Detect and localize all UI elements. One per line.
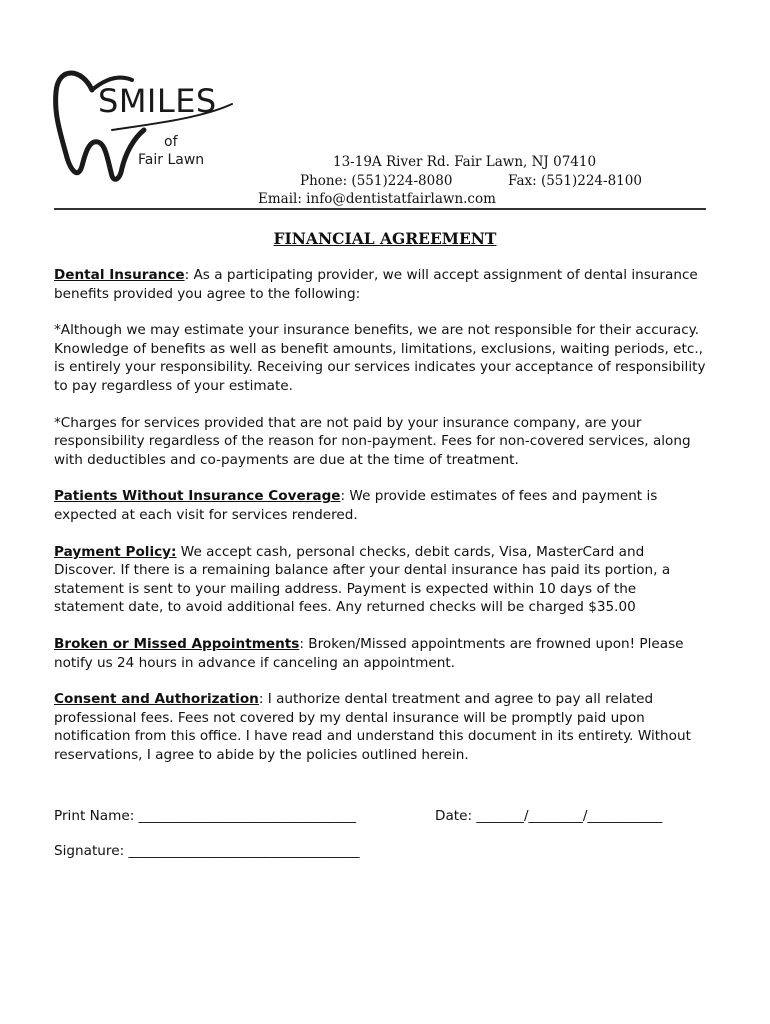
document-title: FINANCIAL AGREEMENT — [273, 229, 497, 248]
section-heading: Consent and Authorization — [54, 691, 259, 708]
section-heading: Payment Policy: — [54, 543, 177, 560]
practice-email: Email: info@dentistatfairlawn.com — [258, 191, 496, 207]
date-field[interactable]: Date: _______/________/___________ — [435, 808, 663, 824]
estimate-note: *Although we may estimate your insurance benefits, we are not responsible for their accuracy. Knowledge of benefits as well as benefit amounts, limitations, exclusions, waiting periods, etc., is entirely your responsibility. Receiving our services indicates your acceptance of responsibility to pay regardless of your estimate. — [54, 322, 706, 394]
section-text: We accept cash, personal checks, debit cards, Visa, MasterCard and Discover. If there is a remaining balance after your dental insurance has paid its portion, a statement is sent to your mailing address. Payment is expected within 10 days of the statement date, to avoid additional fees. Any returned checks will be charged $35.00 — [54, 543, 671, 616]
consent-section — [54, 690, 710, 764]
logo-location: Fair Lawn — [138, 152, 205, 168]
signature-field[interactable]: Signature: __________________________________ — [54, 843, 360, 859]
agreement-body — [54, 266, 710, 782]
charges-note: *Charges for services provided that are not paid by your insurance company, are your responsibility regardless of the reason for non-payment. Fees for non-covered services, along with deductibles and co-payments are due at the time of treatment. — [54, 414, 691, 468]
section-text: : As a participating provider, we will accept assignment of dental insurance benefits provided you agree to the following: — [54, 267, 698, 302]
section-text: : We provide estimates of fees and payment is expected at each visit for services rendered. — [54, 488, 658, 523]
practice-logo — [52, 62, 242, 184]
section-heading: Patients Without Insurance Coverage — [54, 488, 341, 505]
payment-policy-section — [54, 543, 710, 617]
dental-insurance-section — [54, 266, 710, 303]
section-text: : I authorize dental treatment and agree to pay all related professional fees. Fees not covered by my dental insurance will be promptly paid upon notification from this office. I have read and understand this document in its entirety. Without reservations, I agree to abide by the policies outlined herein. — [54, 691, 691, 763]
no-insurance-section — [54, 487, 710, 524]
section-text: : Broken/Missed appointments are frowned upon! Please notify us 24 hours in advance if canceling an appointment. — [54, 635, 684, 671]
practice-phone: Phone: (551)224-8080 — [300, 173, 453, 189]
practice-address: 13-19A River Rd. Fair Lawn, NJ 07410 — [333, 154, 597, 170]
print-name-field[interactable]: Print Name: ________________________________ — [54, 808, 357, 824]
practice-fax: Fax: (551)224-8100 — [508, 173, 642, 189]
logo-brand: SMILES — [98, 82, 217, 120]
logo-of: of — [164, 134, 178, 150]
section-heading: Dental Insurance — [54, 267, 185, 283]
appointments-section — [54, 635, 710, 672]
section-heading: Broken or Missed Appointments — [54, 635, 300, 652]
header-divider — [54, 208, 706, 210]
